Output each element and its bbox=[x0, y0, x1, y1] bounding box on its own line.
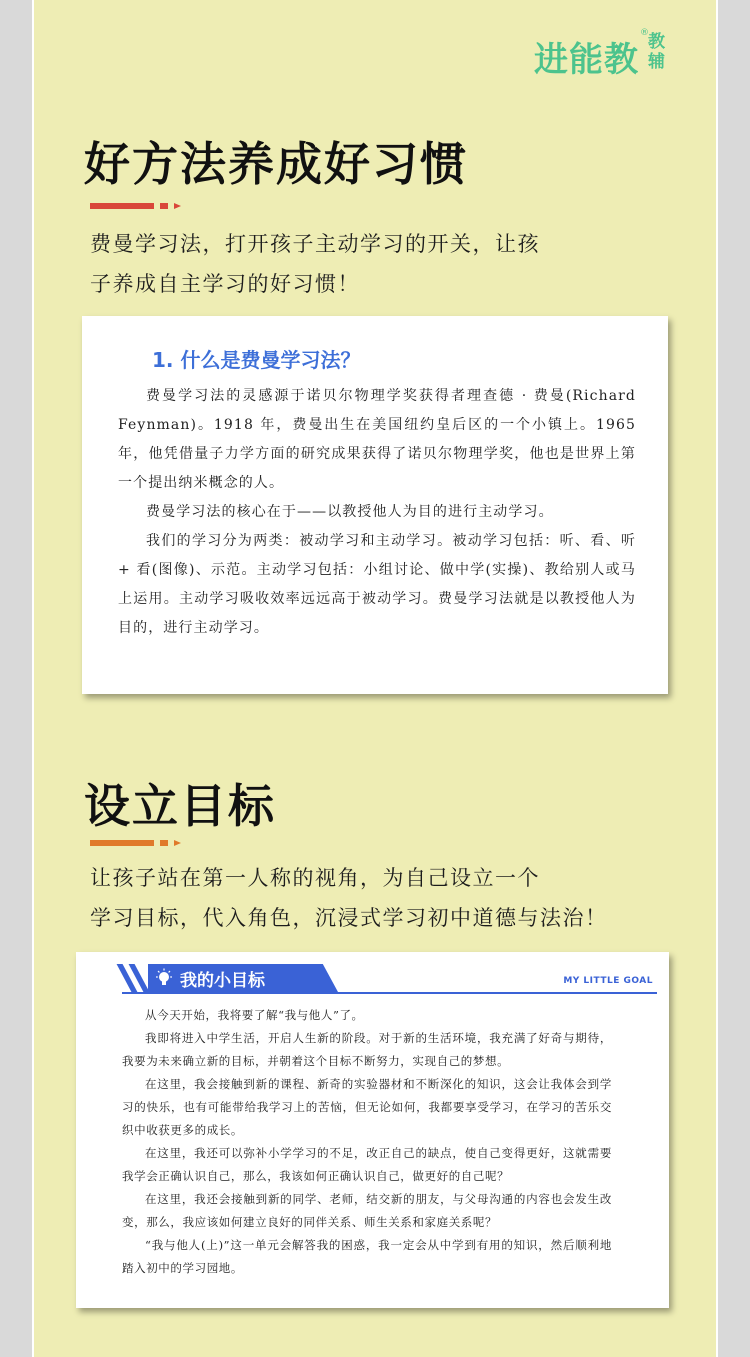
goal-paragraph: 从今天开始，我将要了解“我与他人”了。 bbox=[145, 1008, 364, 1022]
section2-intro-line1: 让孩子站在第一人称的视角，为自己设立一个 bbox=[90, 866, 540, 890]
feynman-paragraph: 费曼学习法的核心在于——以教授他人为目的进行主动学习。 bbox=[146, 504, 554, 520]
header-underline bbox=[122, 992, 657, 994]
goal-title-english: MY LITTLE GOAL bbox=[563, 976, 653, 986]
goal-title: 我的小目标 bbox=[180, 971, 265, 991]
goal-header bbox=[122, 964, 657, 992]
goal-paragraph: “我与他人(上)”这一单元会解答我的困惑，我一定会从中学到有用的知识，然后顺利地踏入初中的学习园地。 bbox=[122, 1238, 612, 1275]
lightbulb-icon bbox=[154, 968, 174, 988]
section2-intro bbox=[90, 858, 608, 938]
section1-intro-line2: 子养成自主学习的好习惯！ bbox=[90, 272, 360, 296]
goal-paragraph: 在这里，我会接触到新的课程、新奇的实验器材和不断深化的知识，这会让我体会到学习的快乐，也有可能带给我学习上的苦恼，但无论如何，我都要享受学习，在学习的苦乐交织中收获更多的成长。 bbox=[122, 1077, 612, 1137]
goal-paragraph: 在这里，我还会接触到新的同学、老师，结交新的朋友，与父母沟通的内容也会发生改变，那么，我应该如何建立良好的同伴关系、师生关系和家庭关系呢？ bbox=[122, 1192, 612, 1229]
section1-intro-line1: 费曼学习法，打开孩子主动学习的开关，让孩 bbox=[90, 232, 540, 256]
logo-subtitle: 教辅 bbox=[648, 32, 665, 72]
section2-intro-line2: 学习目标，代入角色，沉浸式学习初中道德与法治！ bbox=[90, 906, 608, 930]
feynman-paragraph: 费曼学习法的灵感源于诺贝尔物理学奖获得者理查德 · 费曼(Richard Feynman)。1918 年，费曼出生在美国纽约皇后区的一个小镇上。1965 年，他凭借量子力学方面的研究成果获得了诺贝尔物理学奖，他也是世界上第一个提出纳米概念的人。 bbox=[118, 388, 636, 491]
feynman-card bbox=[82, 316, 668, 694]
section2-heading: 设立目标 bbox=[84, 779, 276, 833]
feynman-paragraph: 我们的学习分为两类：被动学习和主动学习。被动学习包括：听、看、听 + 看(图像)、示范。主动学习包括：小组讨论、做中学(实操)、教给别人或马上运用。主动学习吸收效率远远高于被动学习。费曼学习法就是以教授他人为目的，进行主动学习。 bbox=[118, 533, 636, 636]
logo-brand: 进能教 bbox=[534, 40, 639, 80]
feynman-question: 1. 什么是费曼学习法？ bbox=[152, 348, 361, 372]
logo-registered-mark: ® bbox=[640, 28, 649, 38]
content-page bbox=[32, 0, 718, 1357]
goal-paragraph: 我即将进入中学生活，开启人生新的阶段。对于新的生活环境，我充满了好奇与期待，我要为未来确立新的目标，并朝着这个目标不断努力，实现自己的梦想。 bbox=[122, 1031, 612, 1068]
section1-heading: 好方法养成好习惯 bbox=[84, 137, 468, 191]
section1-intro bbox=[90, 224, 540, 304]
goal-paragraph: 在这里，我还可以弥补小学学习的不足，改正自己的缺点，使自己变得更好，这就需要我学会正确认识自己，那么，我该如何正确认识自己，做更好的自己呢？ bbox=[122, 1146, 612, 1183]
goal-card bbox=[76, 952, 669, 1308]
